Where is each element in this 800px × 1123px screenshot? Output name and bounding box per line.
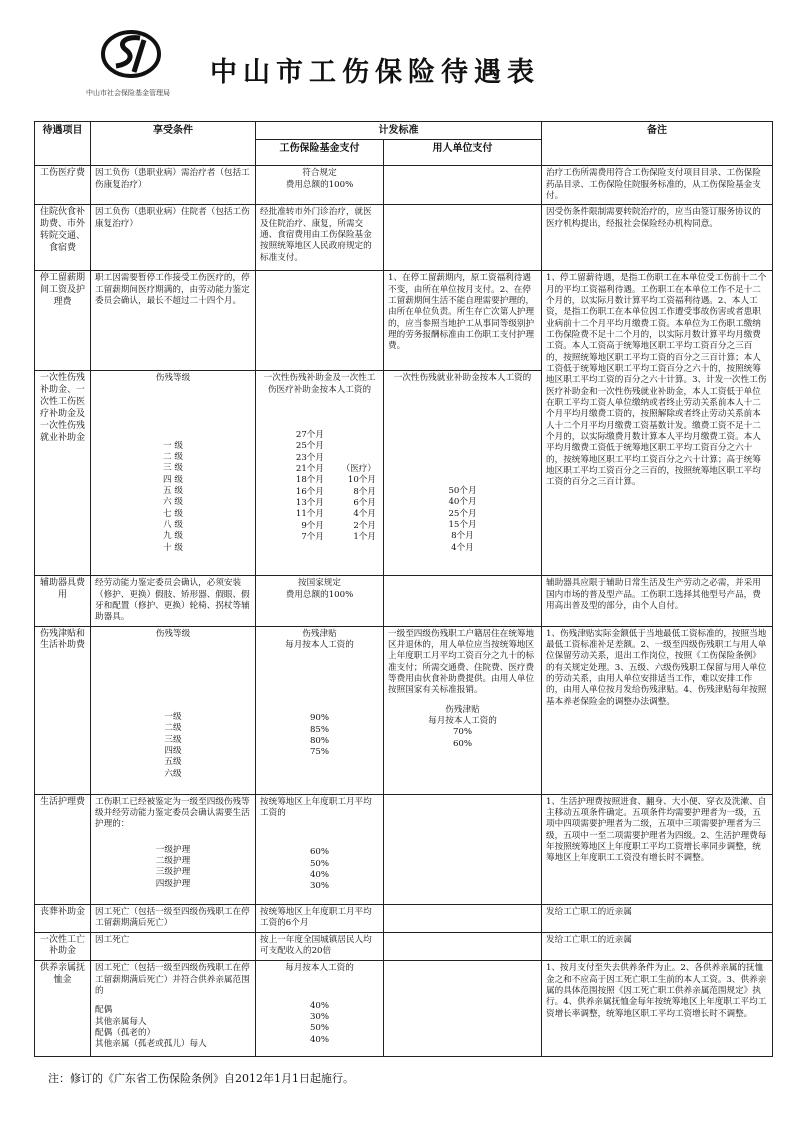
disability-value: 23个月 [295, 452, 324, 463]
list-line: 50个月 [448, 485, 477, 496]
nursing-level-list [95, 845, 251, 890]
fund-lump-line [260, 464, 379, 475]
row-item-funeral: 丧葬补助金 [35, 904, 91, 932]
list-line: 十 级 [163, 542, 183, 553]
list-line: 五级 [164, 757, 182, 768]
disability-value: 21个月 [295, 463, 324, 474]
fund-lump-line [260, 441, 379, 452]
list-line: 一 级 [163, 440, 183, 451]
list-line: 八 级 [163, 519, 183, 530]
list-line [388, 475, 537, 486]
fund-lump-line [260, 487, 379, 498]
list-line: 8个月 [451, 531, 474, 542]
fund-lump-line [260, 475, 379, 486]
list-line [388, 452, 537, 463]
remark-funeral: 发给工亡职工的近亲属 [542, 904, 773, 932]
disability-value: 25个月 [295, 441, 324, 452]
list-line: 七 级 [163, 508, 183, 519]
list-line: 4个月 [451, 542, 474, 553]
fund-funeral: 按统筹地区上年度职工月平均工资的6个月 [256, 904, 384, 932]
disability-value: 27个月 [295, 429, 324, 440]
list-line: 50% [309, 858, 330, 869]
list-line: 二级护理 [155, 855, 191, 866]
list-line: 三级护理 [155, 867, 191, 878]
fund-aids [256, 576, 384, 626]
document-header [0, 0, 800, 120]
employer-stop-work: 1、在停工留薪期内，原工资福利待遇不变，由所在单位按月支付。2、在停工留薪期间生活不能自理需要护理的，由所在单位负责。所生存亡次第人护理的，应当参照当地护工从事同等级别护理的劳务报酬标准由工伤职工支付护理费。 [384, 271, 542, 371]
fund-lump-header: 一次性伤残补助金及一次性工伤医疗补助金按本人工资的 [263, 373, 376, 395]
list-line: 其他亲属（孤老或孤儿）每人 [95, 1039, 207, 1050]
grade-header: 伤残等级 [155, 373, 191, 384]
page-title: 中山市工伤保险待遇表 [210, 57, 540, 88]
condition-medical: 因工负伤（患职业病）需治疗者（包括工伤康复治疗） [91, 166, 256, 205]
employer-allow-values [388, 727, 537, 750]
disability-value: 16个月 [295, 486, 324, 497]
list-line: 五 级 [163, 485, 183, 496]
fund-nursing-header: 按统筹地区上年度职工月平均工资的 [260, 796, 372, 818]
list-line: 15个月 [448, 519, 477, 530]
condition-pension-text: 因工死亡（包括一级至四级伤残职工在停工留薪期满后死亡）并符合供养亲属范围的 [95, 963, 250, 997]
remark-nursing: 1、生活护理费按照进食、翻身、大小便、穿衣及洗漱、自主移动五项条件确定。五项条件均需要护理者为一级，五项中四项需要护理者为二级，五项中三项需要护理者为三级，五项中一至二项需要护理者为四级。2、生活护理费每年按照统筹地区上年度职工平均工资增长率同步调整，统筹地区上年度职工工资没有增长时不调整。 [542, 794, 773, 904]
list-line: 其他亲属每人 [95, 1016, 147, 1027]
medical-value [324, 453, 376, 464]
row-item-death: 一次性工亡补助金 [35, 932, 91, 961]
list-line: 85% [309, 724, 330, 735]
list-line: 四级 [164, 745, 182, 756]
fund-lump-line [260, 453, 379, 464]
fund-allow-header: 每月按本人工资的 [285, 639, 354, 650]
fund-lump-line [260, 509, 379, 520]
list-line [388, 441, 537, 452]
fund-lump-line [260, 521, 379, 532]
fund-lump-values [260, 430, 379, 543]
medical-value: （医疗） [341, 463, 376, 474]
grade-list [95, 712, 251, 780]
fund-nursing [256, 794, 384, 904]
employer-allow-header: 伤残津贴 [445, 704, 480, 715]
remark-medical: 治疗工伤所需费用符合工伤保险支付项目目录、工伤保险药品目录、工伤保险住院服务标准的，从工伤保险基金支付。 [542, 166, 773, 205]
fund-medical [256, 166, 384, 205]
condition-pension [91, 961, 256, 1057]
fund-hospital-food: 经批准转市外门诊治疗，就医及住院治疗、康复，所需交通、食宿费用由工伤保险基金按照统筹地区人民政府规定的标准支付。 [256, 205, 384, 271]
list-line: 40个月 [448, 497, 477, 508]
nursing-rate-list [260, 847, 379, 892]
col-header-condition: 享受条件 [91, 122, 256, 166]
list-line: 三级 [164, 734, 182, 745]
list-line: 25个月 [448, 508, 477, 519]
list-line: 一级护理 [155, 844, 191, 855]
condition-nursing [91, 794, 256, 904]
employer-funeral [384, 904, 542, 932]
medical-value: 10个月 [347, 475, 376, 486]
row-item-stop-work: 停工留薪期间工资及护理费 [35, 271, 91, 371]
fund-stop-work [256, 271, 384, 371]
medical-value: 1个月 [353, 532, 376, 542]
col-header-employer: 用人单位支付 [384, 140, 542, 166]
medical-value: 8个月 [353, 486, 376, 497]
list-line: 六 级 [163, 497, 183, 508]
remark-allowance: 1、伤残津贴实际金额低于当地最低工资标准的，按照当地最低工资标准补足差额。2、一级至四级伤残职工与用人单位保留劳动关系，退出工作岗位，按照《工伤保险条例》的有关规定处理。3、五级、六级伤残职工保留与用人单位的劳动关系，由用人单位安排适当工作，难以安排工作的，由用人单位按月发给伤残津贴。4、伤残津贴每年按照基本养老保险金的调整办法调整。 [542, 626, 773, 794]
condition-stop-work: 职工因需要暂停工作接受工伤医疗的，停工留薪期间医疗期满的，由劳动能力鉴定委员会确认，最长不超过二十四个月。 [91, 271, 256, 371]
row-item-medical: 工伤医疗费 [35, 166, 91, 205]
fund-pension [256, 961, 384, 1057]
row-item-pension: 供养亲属抚恤金 [35, 961, 91, 1057]
list-line: 三 级 [163, 463, 183, 474]
remark-pension: 1、按月支付至失去供养条件为止。2、各供养亲属的抚恤金之和不应高于因工死亡职工生前的本人工资。3、供养亲属的具体范围按照《因工死亡职工供养亲属范围规定》执行。4、供养亲属抚恤金每年按统筹地区上年度职工平均工资增长率调整，统筹地区职工平均工资增长时不调整。 [542, 961, 773, 1057]
employer-allow-header: 每月按本人工资的 [428, 716, 497, 726]
medical-value: 2个月 [353, 520, 376, 531]
employer-allowance [384, 626, 542, 794]
list-line: 60% [309, 847, 330, 858]
remark-hospital-food: 因受伤条件限制需要转院治疗的，应当由签订服务协议的医疗机构提出，经报社会保险经办机构同意。 [542, 205, 773, 271]
disability-value: 13个月 [295, 497, 324, 508]
col-header-fund: 工伤保险基金支付 [256, 140, 384, 166]
fund-lump-line [260, 498, 379, 509]
social-insurance-logo-icon [100, 28, 162, 80]
condition-funeral: 因工死亡（包括一级至四级伤残职工在停工留薪期满后死亡） [91, 904, 256, 932]
fund-lump-line [260, 430, 379, 441]
row-item-aids: 辅助器具费用 [35, 576, 91, 626]
row-item-allowance: 伤残津贴和生活补助费 [35, 626, 91, 794]
list-line: 一级 [164, 711, 182, 722]
list-line: 40% [309, 1000, 330, 1011]
fund-medical-line: 费用总额的100% [285, 179, 354, 190]
fund-aids-line: 按国家规定 [298, 578, 341, 589]
list-line: 60% [452, 738, 473, 749]
col-header-standard: 计发标准 [256, 122, 542, 140]
medical-value: 4个月 [353, 509, 376, 520]
list-line: 九 级 [163, 531, 183, 542]
org-name: 中山市社会保险基金管理局 [86, 89, 170, 97]
list-line: 二级 [164, 723, 182, 734]
remark-death: 发给工亡职工的近亲属 [542, 932, 773, 961]
employer-lump-header: 一次性伤残就业补助金按本人工资的 [393, 373, 532, 384]
list-line: 90% [309, 713, 330, 724]
disability-value: 11个月 [295, 509, 324, 520]
medical-value: 6个月 [353, 497, 376, 508]
row-item-nursing: 生活护理费 [35, 794, 91, 904]
list-line [388, 463, 537, 474]
medical-value [324, 430, 376, 441]
list-line: 40% [309, 869, 330, 880]
employer-nursing [384, 794, 542, 904]
fund-pension-header: 每月按本人工资的 [285, 963, 354, 974]
condition-aids: 经劳动能力鉴定委员会确认，必须安装（修护、更换）假肢、矫形器、假眼、假牙和配置（修护、更换）轮椅、拐杖等辅助器具。 [91, 576, 256, 626]
fund-allowance [256, 626, 384, 794]
list-line: 配偶（孤老的） [95, 1028, 156, 1039]
row-item-hospital-food: 住院伙食补助费、市外转院交通、食宿费 [35, 205, 91, 271]
col-header-item: 待遇项目 [35, 122, 91, 166]
fund-lump-sum [256, 371, 384, 576]
benefits-table [34, 121, 773, 1057]
col-header-remark: 备注 [542, 122, 773, 166]
employer-lump-sum [384, 371, 542, 576]
list-line: 四 级 [163, 474, 183, 485]
employer-aids [384, 576, 542, 626]
employer-pension [384, 961, 542, 1057]
disability-value: 7个月 [301, 532, 324, 542]
employer-allow-text: 一级至四级伤残职工户籍居住在统筹地区并退休的，用人单位应当按统筹地区上年度职工月平均工资百分之九十的标准支付；所需交通费、住院费、医疗费等费用由伙食补助费提供。由用人单位按照国家有关标准报销。 [388, 628, 535, 696]
list-line: 二 级 [163, 451, 183, 462]
list-line: 70% [452, 727, 473, 738]
fund-aids-line: 费用总额的100% [285, 589, 354, 600]
disability-value: 9个月 [301, 520, 324, 531]
disability-value: 18个月 [295, 475, 324, 486]
fund-lump-line [260, 532, 379, 543]
row-item-lump-sum: 一次性伤残补助金、一次性工伤医疗补助金及一次性伤残就业补助金 [35, 371, 91, 576]
employer-hospital-food [384, 205, 542, 271]
fund-death: 按上一年度全国城镇居民人均可支配收入的20倍 [256, 932, 384, 961]
list-line: 75% [309, 747, 330, 758]
condition-hospital-food: 因工负伤（患职业病）住院者（包括工伤康复治疗） [91, 205, 256, 271]
employer-lump-values [388, 441, 537, 554]
fund-allow-values [260, 713, 379, 758]
condition-death: 因工死亡 [91, 932, 256, 961]
condition-nursing-text: 工伤职工已经被鉴定为一级至四级伤残等级并经劳动能力鉴定委员会确认需要生活护理的： [95, 796, 250, 830]
grades-lump-sum [91, 371, 256, 576]
list-line: 50% [309, 1023, 330, 1034]
medical-value [324, 441, 376, 452]
relative-rate-list [260, 1001, 379, 1046]
fund-medical-line: 符合规定 [302, 168, 337, 179]
list-line: 六级 [164, 768, 182, 779]
grade-header: 伤残等级 [155, 628, 191, 639]
grade-list [95, 441, 251, 554]
list-line: 40% [309, 1034, 330, 1045]
list-line: 四级护理 [155, 878, 191, 889]
list-line: 配偶 [95, 1005, 113, 1016]
remark-aids: 辅助器具应限于辅助日常生活及生产劳动之必需，并采用国内市场的普及型产品。工伤职工选择其他型号产品，费用高出普及型的部分，由个人自付。 [542, 576, 773, 626]
list-line: 30% [309, 1012, 330, 1023]
remark-stop-work: 1、停工留薪待遇，是指工伤职工在本单位受工伤前十二个月的平均工资福利待遇。工伤职工在本单位工作不足十二个月的，以实际月数计算平均工资福利待遇。2、本人工资，是指工伤职工在本单位因工作遭受事故伤害或者患职业病前十二个月平均月缴费工资。本单位为工伤职工缴纳工伤保险费不足十二个月的，以实际月数计算平均月缴费工资。本人工资高于统筹地区职工平均工资百分之三百的，按照统筹地区职工平均工资的百分之三百计算；本人工资低于统筹地区职工平均工资百分之六十的，按照统筹地区职工平均工资的百分之六十计算。3、计发一次性工伤医疗补助金和一次性伤残就业补助金，本人工资低于单位在职工平均工资人单位缴纳或者终止劳动关系前本人十二个月平均月缴费工资的，按照解除或者终止劳动关系前本人十二个月平均月缴费工资基数计发。缴费工资不足十二个月的，以实际缴费月数计算本人平均月缴费工资。本人平均月缴费工资低于统筹地区职工平均工资百分之六十的，按统筹地区职工平均工资百分之六十计算；高于统筹地区职工平均工资百分之三百的，按照统筹地区职工平均工资的百分之三百计算。 [542, 271, 773, 576]
relative-list [95, 1005, 251, 1050]
employer-death [384, 932, 542, 961]
fund-allow-header: 伤残津贴 [302, 628, 337, 639]
list-line: 80% [309, 735, 330, 746]
grades-allowance [91, 626, 256, 794]
employer-medical [384, 166, 542, 205]
list-line: 30% [309, 881, 330, 892]
footer-note: 注：修订的《广东省工伤保险条例》自2012年1月1日起施行。 [48, 1072, 354, 1085]
